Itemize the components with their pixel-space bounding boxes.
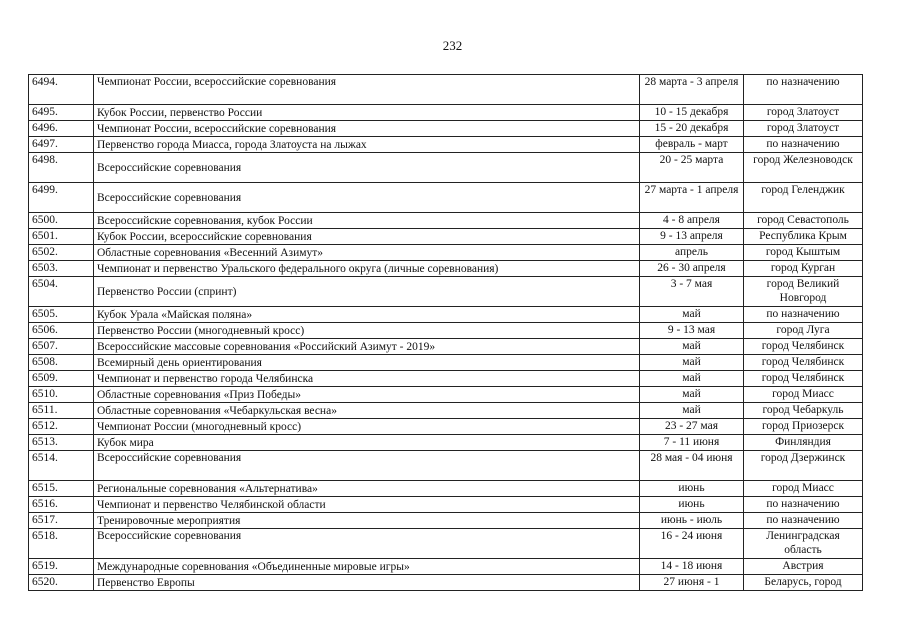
- event-date-cell: май: [640, 339, 744, 355]
- event-place-cell: по назначению: [744, 137, 863, 153]
- event-name-cell: Первенство Европы: [94, 575, 640, 591]
- event-name-cell: Всероссийские соревнования, кубок России: [94, 213, 640, 229]
- table-row: [29, 513, 863, 529]
- event-number-cell: 6509.: [29, 371, 94, 387]
- event-name-cell: Всероссийские соревнования: [94, 529, 640, 559]
- event-place-cell: город Курган: [744, 261, 863, 277]
- event-place-cell: город Златоуст: [744, 105, 863, 121]
- table-row: [29, 387, 863, 403]
- event-place-cell: Республика Крым: [744, 229, 863, 245]
- events-table: [28, 74, 863, 591]
- event-place-cell: Финляндия: [744, 435, 863, 451]
- event-number-cell: 6516.: [29, 497, 94, 513]
- page-number: 232: [442, 38, 463, 53]
- event-date-cell: 20 - 25 марта: [640, 153, 744, 183]
- table-row: [29, 277, 863, 307]
- event-number-cell: 6514.: [29, 451, 94, 481]
- table-row: [29, 355, 863, 371]
- event-place-cell: город Челябинск: [744, 339, 863, 355]
- events-table-body: [29, 75, 863, 591]
- event-date-cell: 15 - 20 декабря: [640, 121, 744, 137]
- event-date-cell: 4 - 8 апреля: [640, 213, 744, 229]
- event-place-cell: город Чебаркуль: [744, 403, 863, 419]
- table-row: [29, 137, 863, 153]
- event-name-cell: Кубок мира: [94, 435, 640, 451]
- event-place-cell: город Златоуст: [744, 121, 863, 137]
- table-row: [29, 451, 863, 481]
- event-date-cell: май: [640, 387, 744, 403]
- event-date-cell: 23 - 27 мая: [640, 419, 744, 435]
- event-place-cell: город Челябинск: [744, 355, 863, 371]
- event-date-cell: 26 - 30 апреля: [640, 261, 744, 277]
- event-number-cell: 6506.: [29, 323, 94, 339]
- event-number-cell: 6512.: [29, 419, 94, 435]
- event-name-cell: Кубок России, первенство России: [94, 105, 640, 121]
- table-row: [29, 153, 863, 183]
- table-row: [29, 261, 863, 277]
- event-date-cell: 16 - 24 июня: [640, 529, 744, 559]
- event-date-cell: 10 - 15 декабря: [640, 105, 744, 121]
- event-date-cell: июнь: [640, 497, 744, 513]
- event-number-cell: 6519.: [29, 559, 94, 575]
- table-row: [29, 575, 863, 591]
- event-name-cell: Первенство России (спринт): [94, 277, 640, 307]
- event-place-cell: город Дзержинск: [744, 451, 863, 481]
- event-date-cell: май: [640, 355, 744, 371]
- table-row: [29, 481, 863, 497]
- event-date-cell: 7 - 11 июня: [640, 435, 744, 451]
- table-row: [29, 121, 863, 137]
- table-row: [29, 323, 863, 339]
- event-name-cell: Чемпионат России, всероссийские соревнования: [94, 121, 640, 137]
- event-date-cell: 9 - 13 апреля: [640, 229, 744, 245]
- event-name-cell: Тренировочные мероприятия: [94, 513, 640, 529]
- event-date-cell: 14 - 18 июня: [640, 559, 744, 575]
- event-number-cell: 6507.: [29, 339, 94, 355]
- event-number-cell: 6518.: [29, 529, 94, 559]
- table-row: [29, 371, 863, 387]
- event-number-cell: 6511.: [29, 403, 94, 419]
- event-number-cell: 6508.: [29, 355, 94, 371]
- table-row: [29, 105, 863, 121]
- event-name-cell: Всемирный день ориентирования: [94, 355, 640, 371]
- event-number-cell: 6502.: [29, 245, 94, 261]
- event-name-cell: Чемпионат России (многодневный кросс): [94, 419, 640, 435]
- event-place-cell: город Миасс: [744, 387, 863, 403]
- event-date-cell: 3 - 7 мая: [640, 277, 744, 307]
- event-date-cell: 9 - 13 мая: [640, 323, 744, 339]
- event-date-cell: 28 мая - 04 июня: [640, 451, 744, 481]
- event-place-cell: город Геленджик: [744, 183, 863, 213]
- event-place-cell: по назначению: [744, 513, 863, 529]
- event-date-cell: май: [640, 371, 744, 387]
- event-number-cell: 6498.: [29, 153, 94, 183]
- event-date-cell: апрель: [640, 245, 744, 261]
- event-name-cell: Всероссийские соревнования: [94, 183, 640, 213]
- event-place-cell: по назначению: [744, 307, 863, 323]
- event-number-cell: 6504.: [29, 277, 94, 307]
- event-number-cell: 6515.: [29, 481, 94, 497]
- table-row: [29, 559, 863, 575]
- event-number-cell: 6503.: [29, 261, 94, 277]
- event-place-cell: город Луга: [744, 323, 863, 339]
- event-number-cell: 6497.: [29, 137, 94, 153]
- table-row: [29, 183, 863, 213]
- event-place-cell: город Великий Новгород: [744, 277, 863, 307]
- event-place-cell: город Миасс: [744, 481, 863, 497]
- table-row: [29, 229, 863, 245]
- event-number-cell: 6501.: [29, 229, 94, 245]
- event-name-cell: Первенство России (многодневный кросс): [94, 323, 640, 339]
- event-name-cell: Областные соревнования «Приз Победы»: [94, 387, 640, 403]
- event-date-cell: июнь: [640, 481, 744, 497]
- event-name-cell: Региональные соревнования «Альтернатива»: [94, 481, 640, 497]
- event-place-cell: Беларусь, город: [744, 575, 863, 591]
- event-place-cell: по назначению: [744, 75, 863, 105]
- event-date-cell: 27 марта - 1 апреля: [640, 183, 744, 213]
- table-row: [29, 435, 863, 451]
- event-number-cell: 6513.: [29, 435, 94, 451]
- event-number-cell: 6495.: [29, 105, 94, 121]
- table-row: [29, 419, 863, 435]
- event-name-cell: Областные соревнования «Чебаркульская весна»: [94, 403, 640, 419]
- event-date-cell: июнь - июль: [640, 513, 744, 529]
- event-number-cell: 6505.: [29, 307, 94, 323]
- event-place-cell: город Приозерск: [744, 419, 863, 435]
- event-number-cell: 6496.: [29, 121, 94, 137]
- event-number-cell: 6500.: [29, 213, 94, 229]
- table-row: [29, 403, 863, 419]
- event-name-cell: Кубок Урала «Майская поляна»: [94, 307, 640, 323]
- event-name-cell: Чемпионат и первенство Уральского федерального округа (личные соревнования): [94, 261, 640, 277]
- event-name-cell: Чемпионат и первенство Челябинской области: [94, 497, 640, 513]
- event-number-cell: 6520.: [29, 575, 94, 591]
- table-row: [29, 213, 863, 229]
- event-name-cell: Чемпионат России, всероссийские соревнования: [94, 75, 640, 105]
- event-date-cell: февраль - март: [640, 137, 744, 153]
- event-date-cell: май: [640, 403, 744, 419]
- table-row: [29, 307, 863, 323]
- event-place-cell: Австрия: [744, 559, 863, 575]
- event-name-cell: Всероссийские массовые соревнования «Российский Азимут - 2019»: [94, 339, 640, 355]
- event-name-cell: Международные соревнования «Объединенные мировые игры»: [94, 559, 640, 575]
- event-date-cell: 28 марта - 3 апреля: [640, 75, 744, 105]
- event-place-cell: город Челябинск: [744, 371, 863, 387]
- event-name-cell: Областные соревнования «Весенний Азимут»: [94, 245, 640, 261]
- event-number-cell: 6510.: [29, 387, 94, 403]
- table-row: [29, 245, 863, 261]
- event-date-cell: 27 июня - 1: [640, 575, 744, 591]
- table-row: [29, 529, 863, 559]
- event-name-cell: Кубок России, всероссийские соревнования: [94, 229, 640, 245]
- table-row: [29, 497, 863, 513]
- event-name-cell: Всероссийские соревнования: [94, 153, 640, 183]
- event-name-cell: Первенство города Миасса, города Златоуста на лыжах: [94, 137, 640, 153]
- event-name-cell: Всероссийские соревнования: [94, 451, 640, 481]
- event-place-cell: город Кыштым: [744, 245, 863, 261]
- event-name-cell: Чемпионат и первенство города Челябинска: [94, 371, 640, 387]
- event-number-cell: 6517.: [29, 513, 94, 529]
- table-row: [29, 75, 863, 105]
- event-number-cell: 6494.: [29, 75, 94, 105]
- event-place-cell: город Железноводск: [744, 153, 863, 183]
- event-place-cell: по назначению: [744, 497, 863, 513]
- event-place-cell: Ленинградская область: [744, 529, 863, 559]
- event-date-cell: май: [640, 307, 744, 323]
- table-row: [29, 339, 863, 355]
- event-place-cell: город Севастополь: [744, 213, 863, 229]
- event-number-cell: 6499.: [29, 183, 94, 213]
